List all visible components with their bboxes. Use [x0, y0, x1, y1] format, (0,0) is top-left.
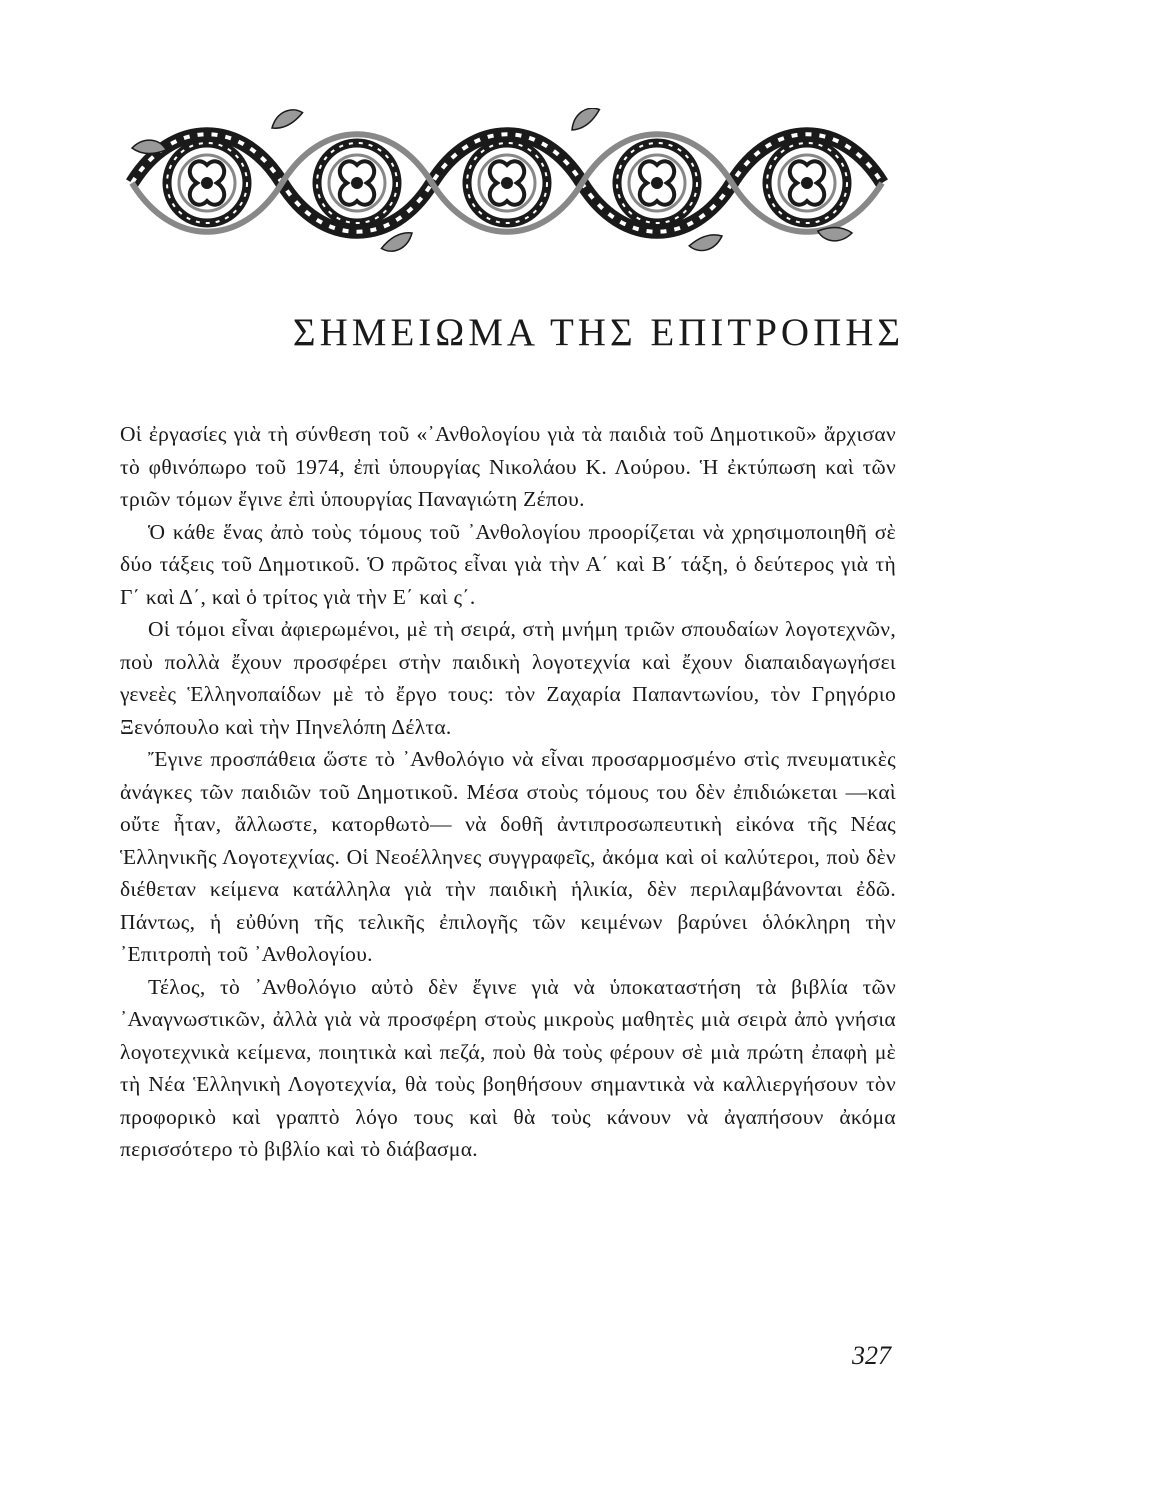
paragraph-1: Οἱ ἐργασίες γιὰ τὴ σύνθεση τοῦ «᾿Ανθολογίου γιὰ τὰ παιδιὰ τοῦ Δημοτικοῦ» ἄρχισαν τὸ φθινόπωρο τοῦ 1974, ἐπὶ ὑπουργίας Νικολάου Κ. Λούρου. Ἡ ἐκτύπωση καὶ τῶν τριῶν τόμων ἔγινε ἐπὶ ὑπουργίας Παναγιώτη Ζέπου.: [120, 422, 896, 511]
page-title: ΣΗΜΕΙΩΜΑ ΤΗΣ ΕΠΙΤΡΟΠΗΣ: [292, 311, 905, 354]
paragraph-3: Οἱ τόμοι εἶναι ἀφιερωμένοι, μὲ τὴ σειρά, στὴ μνήμη τριῶν σπουδαίων λογοτεχνῶν, ποὺ πολλὰ ἔχουν προσφέρει στὴν παιδικὴ λογοτεχνία καὶ ἔχουν διαπαιδαγωγήσει γενεὲς Ἑλληνοπαίδων μὲ τὸ ἔργο τους: τὸν Ζαχαρία Παπαντωνίου, τὸν Γρηγόριο Ξενόπουλο καὶ τὴν Πηνελόπη Δέλτα.: [120, 617, 896, 739]
page-number: 327: [852, 1341, 891, 1370]
decorative-ornament-band: [112, 108, 900, 258]
paragraph-2: Ὁ κάθε ἕνας ἀπὸ τοὺς τόμους τοῦ ᾿Ανθολογίου προορίζεται νὰ χρησιμοποιηθῆ σὲ δύο τάξεις τοῦ Δημοτικοῦ. Ὁ πρῶτος εἶναι γιὰ τὴν Α΄ καὶ Β΄ τάξη, ὁ δεύτερος γιὰ τὴ Γ΄ καὶ Δ΄, καὶ ὁ τρίτος γιὰ τὴν Ε΄ καὶ ς΄.: [120, 519, 896, 609]
paragraph-4: Ἔγινε προσπάθεια ὥστε τὸ ᾿Ανθολόγιο νὰ εἶναι προσαρμοσμένο στὶς πνευματικὲς ἀνάγκες τῶν παιδιῶν τοῦ Δημοτικοῦ. Μέσα στοὺς τόμους του δὲν ἐπιδιώκεται —καὶ οὔτε ἦταν, ἄλλωστε, κατορθωτὸ— νὰ δοθῆ ἀντιπροσωπευτικὴ εἰκόνα τῆς Νέας Ἑλληνικῆς Λογοτεχνίας. Οἱ Νεοέλληνες συγγραφεῖς, ἀκόμα καὶ οἱ καλύτεροι, ποὺ δὲν διέθεταν κείμενα κατάλληλα γιὰ τὴν παιδικὴ ἡλικία, δὲν περιλαμβάνονται ἐδῶ. Πάντως, ἡ εὐθύνη τῆς τελικῆς ἐπιλογῆς τῶν κειμένων βαρύνει ὁλόκληρη τὴν ᾿Επιτροπὴ τοῦ ᾿Ανθολογίου.: [120, 747, 896, 966]
paragraph-5: Τέλος, τὸ ᾿Ανθολόγιο αὐτὸ δὲν ἔγινε γιὰ νὰ ὑποκαταστήση τὰ βιβλία τῶν ᾿Αναγνωστικῶν, ἀλλὰ γιὰ νὰ προσφέρη στοὺς μικροὺς μαθητὲς μιὰ σειρὰ ἀπὸ γνήσια λογοτεχνικὰ κείμενα, ποιητικὰ καὶ πεζά, ποὺ θὰ τοὺς φέρουν σὲ μιὰ πρώτη ἐπαφὴ μὲ τὴ Νέα Ἑλληνικὴ Λογοτεχνία, θὰ τοὺς βοηθήσουν σημαντικὰ νὰ καλλιεργήσουν τὸν προφορικὸ καὶ γραπτὸ λόγο τους καὶ θὰ τοὺς κάνουν νὰ ἀγαπήσουν ἀκόμα περισσότερο τὸ βιβλίο καὶ τὸ διάβασμα.: [120, 974, 896, 1161]
body-text: [120, 418, 896, 1166]
